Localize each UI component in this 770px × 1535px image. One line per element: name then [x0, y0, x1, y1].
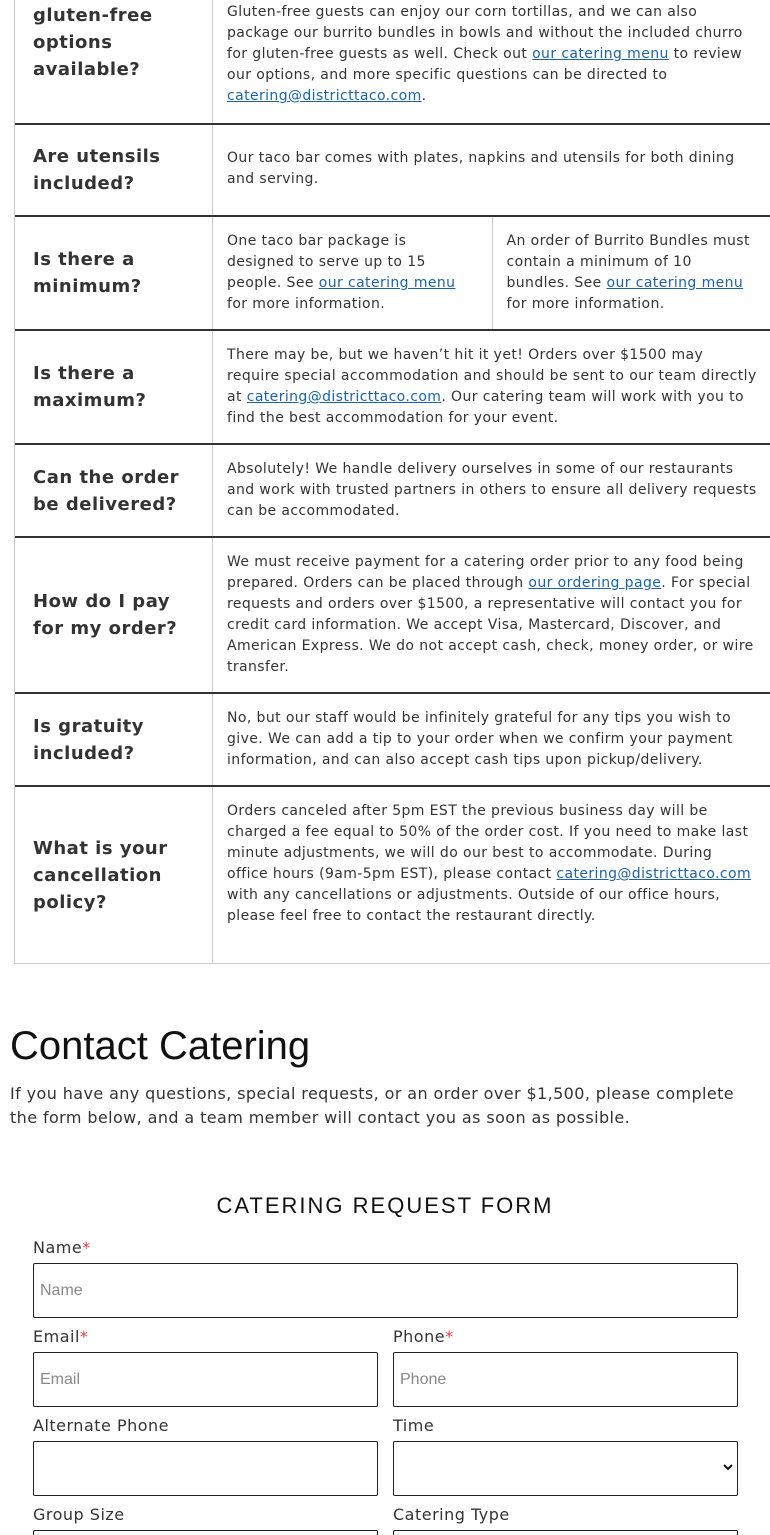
name-field-group — [33, 1238, 738, 1318]
group-size-field-group — [33, 1505, 378, 1535]
required-mark: * — [79, 1327, 89, 1346]
faq-row-vegan — [15, 0, 770, 125]
ordering-page-link[interactable]: our ordering page — [528, 575, 662, 591]
faq-row-payment — [15, 538, 770, 694]
form-title: CATERING REQUEST FORM — [216, 1193, 554, 1218]
catering-menu-link[interactable]: our catering menu — [532, 46, 669, 62]
catering-type-select[interactable] — [393, 1530, 738, 1535]
faq-answer-text: Orders canceled after 5pm EST the previous business day will be charged a fee equal to 50% of the order cost. If you need to make last minute adjustments, we will do our best to accommodate. During office hours (9am-5pm EST), please contact — [227, 803, 749, 882]
faq-question-text: Are utensils included? — [33, 146, 161, 194]
faq-answer-text: . For special requests and orders over $1500, a representative will contact you for credit card information. We accept Visa, Mastercard, Discover, and American Express. We do not accept cash, check, money order, or wire transfer. — [227, 575, 754, 675]
faq-answer — [213, 787, 770, 963]
alternate-phone-input[interactable] — [33, 1441, 378, 1496]
faq-answer-right — [493, 217, 770, 329]
faq-question — [15, 217, 213, 329]
email-input[interactable] — [33, 1352, 378, 1407]
phone-input[interactable] — [393, 1352, 738, 1407]
faq-answer-text: No, but our staff would be infinitely grateful for any tips you wish to give. We can add a tip to your order when we confirm your payment information, and can also accept cash tips upon pickup/delivery. — [227, 710, 733, 768]
group-size-label: Group Size — [33, 1505, 125, 1524]
faq-answer-text: Absolutely! We handle delivery ourselves in some of our restaurants and work with trusted partners in others to ensure all delivery requests can be accommodated. — [227, 461, 757, 519]
faq-answer-text: An order of Burrito Bundles must contain a minimum of 10 bundles. See — [506, 233, 750, 291]
faq-row-delivery — [15, 445, 770, 538]
faq-question — [15, 787, 213, 963]
faq-answer — [213, 538, 770, 692]
faq-question-text: How do I pay for my order? — [33, 591, 178, 639]
faq-answer — [213, 445, 770, 536]
chevron-down-icon — [722, 1461, 734, 1473]
time-select-wrap — [393, 1441, 738, 1496]
required-mark: * — [82, 1238, 91, 1257]
catering-menu-link[interactable]: our catering menu — [606, 275, 744, 291]
faq-answer-text: for more information. — [227, 296, 386, 312]
time-label: Time — [393, 1416, 435, 1435]
faq-row-utensils — [15, 125, 770, 217]
name-label: Name* — [33, 1238, 91, 1257]
faq-question-text: Is gratuity included? — [33, 715, 145, 764]
faq-answer-split — [213, 217, 770, 329]
faq-answer-left — [213, 217, 493, 329]
email-label: Email* — [33, 1327, 89, 1346]
contact-title: Contact Catering — [10, 1024, 311, 1068]
faq-answer-text: There may be, but we haven’t hit it yet! Orders over $1500 may require special accommodation and should be sent to our team directly at — [227, 347, 757, 405]
faq-row-minimum — [15, 217, 770, 331]
faq-answer-text: . — [421, 88, 427, 104]
faq-answer-text: with any cancellations or adjustments. Outside of our office hours, please feel free to contact the restaurant directly. — [227, 887, 721, 924]
faq-question — [15, 694, 213, 785]
group-size-input[interactable] — [33, 1530, 378, 1535]
faq-answer-text: Gluten-free guests can enjoy our corn tortillas, and we can also package our burrito bundles in bowls and without the included churro for gluten-free guests as well. Check out — [227, 4, 743, 62]
faq-question — [15, 538, 213, 692]
catering-menu-link[interactable]: our catering menu — [318, 275, 456, 291]
faq-answer — [213, 694, 770, 785]
faq-question — [15, 445, 213, 536]
catering-email-link[interactable]: catering@districttaco.com — [556, 866, 752, 882]
faq-row-maximum — [15, 331, 770, 445]
catering-type-label: Catering Type — [393, 1505, 510, 1524]
faq-question — [15, 125, 213, 215]
faq-question-text: Is there a maximum? — [33, 363, 147, 411]
faq-answer-text: One taco bar package is designed to serve up to 15 people. See — [227, 233, 426, 291]
email-field-group — [33, 1327, 378, 1407]
required-mark: * — [445, 1327, 454, 1346]
faq-question-text: Is there a minimum? — [33, 249, 142, 297]
time-select[interactable] — [393, 1441, 738, 1496]
faq-table — [14, 0, 770, 964]
faq-answer — [213, 0, 770, 123]
faq-answer — [213, 331, 770, 443]
faq-answer-text: Our taco bar comes with plates, napkins and utensils for both dining and serving. — [227, 150, 735, 187]
catering-email-link[interactable]: catering@districttaco.com — [246, 389, 442, 405]
contact-intro: If you have any questions, special requests, or an order over $1,500, please complete the form below, and a team member will contact you as soon as possible. — [10, 1084, 735, 1127]
phone-field-group — [393, 1327, 738, 1407]
faq-answer — [213, 125, 770, 215]
faq-question-text: What is your cancellation policy? — [33, 837, 168, 913]
catering-type-field-group — [393, 1505, 738, 1535]
faq-question-text: gluten-free options available? — [33, 5, 153, 80]
faq-question-text: Can the order be delivered? — [33, 466, 180, 515]
name-input[interactable] — [33, 1263, 738, 1318]
faq-row-gratuity — [15, 694, 770, 787]
faq-answer-text: to review our options, and more specific questions can be directed to — [227, 46, 743, 83]
faq-question — [15, 0, 213, 123]
phone-label: Phone* — [393, 1327, 454, 1346]
faq-answer-text: . Our catering team will work with you to find the best accommodation for your event. — [227, 389, 745, 426]
alternate-phone-label: Alternate Phone — [33, 1416, 170, 1435]
faq-question — [15, 331, 213, 443]
time-field-group — [393, 1416, 738, 1496]
faq-row-cancellation — [15, 787, 770, 963]
alternate-phone-field-group — [33, 1416, 378, 1496]
catering-email-link[interactable]: catering@districttaco.com — [227, 88, 422, 104]
faq-answer-text: We must receive payment for a catering order prior to any food being prepared. Orders can be placed through — [227, 554, 744, 591]
faq-answer-text: for more information. — [506, 296, 665, 312]
